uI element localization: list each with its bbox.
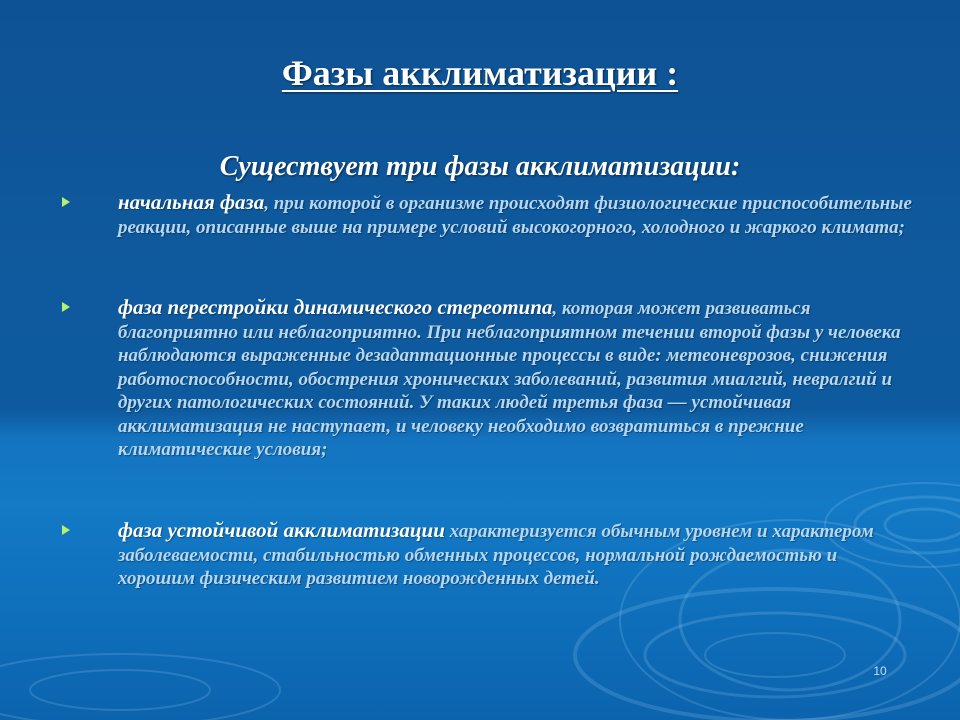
bullet-text: , которая может развиваться благоприятно или неблагоприятно. При неблагоприятном течении второй фазы у человека наблюдаются выраженные дезадаптационные процессы в виде: метеоневрозов, снижения работоспособности, обострения хронических заболеваний, развития миалгий, невралгий и других патологических состояний. У таких людей третья фаза — устойчивая акклиматизация не наступает, и человеку необходимо возвратиться в прежние климатические условия; <box>118 298 901 460</box>
bullet-text: , при которой в организме происходят физиологические приспособительные реакции, описанные выше на примере условий высокогорного, холодного и жаркого климата; <box>118 193 912 238</box>
arrowhead-bullet-icon <box>62 197 70 207</box>
arrowhead-bullet-icon <box>62 525 70 535</box>
bullet-lead: фаза перестройки динамического стереотипа <box>118 295 553 319</box>
bullet-item-initial-phase <box>118 191 918 239</box>
slide-title: Фазы акклиматизации : <box>281 53 679 93</box>
bullet-item-restructuring-phase <box>118 296 918 462</box>
bullet-lead: начальная фаза <box>118 190 265 214</box>
slide-subtitle: Существует три фазы акклиматизации: <box>219 151 741 182</box>
arrowhead-bullet-icon <box>62 302 70 312</box>
bullet-text: характеризуется обычным уровнем и характером заболеваемости, стабильностью обменных процессов, нормальной рождаемостью и хорошим физическим развитием новорожденных детей. <box>118 521 874 589</box>
bullet-item-stable-phase <box>118 519 918 591</box>
bullet-lead: фаза устойчивой акклиматизации <box>118 518 445 542</box>
page-number: 10 <box>873 664 887 678</box>
